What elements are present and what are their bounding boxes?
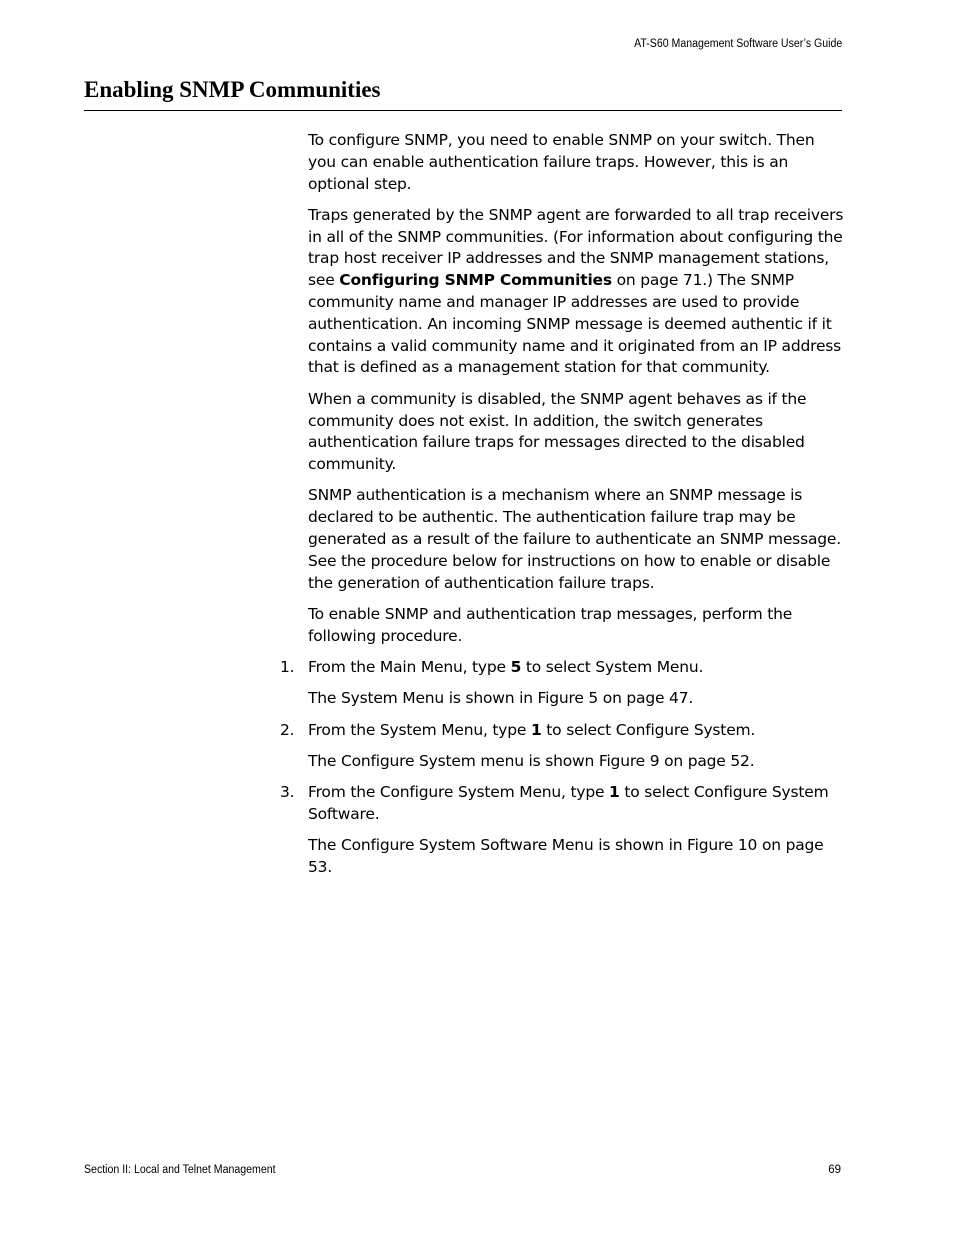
step-number: 1. [280,658,295,677]
step-note: The System Menu is shown in Figure 5 on page 47. [308,689,694,708]
paragraph-traps-text-b: on page 71.) The SNMP community name and manager IP addresses are used to provide authentication. An incoming SNMP message is deemed authentic if it contains a valid community name and it originated from an IP address that is defined as a management station for that community. [308,271,842,377]
paragraph-intro: To configure SNMP, you need to enable SNMP on your switch. Then you can enable authentication failure traps. However, this is an optional step. [308,131,815,193]
footer-section-label: Section II: Local and Telnet Management [84,1164,276,1176]
title-rule [84,110,842,111]
paragraph-traps [308,205,844,379]
procedure-step [280,720,844,773]
running-header: AT-S60 Management Software User’s Guide [633,38,842,50]
cross-reference-link[interactable]: Configuring SNMP Communities [339,271,612,290]
step-number: 2. [280,720,295,739]
step-text-post: to select Configure System. [541,720,756,739]
paragraph-procedure-intro: To enable SNMP and authentication trap messages, perform the following procedure. [308,604,793,645]
section-title: Enabling SNMP Communities [84,77,381,102]
step-text-pre: From the System Menu, type [308,720,531,739]
body-column [280,130,844,888]
step-note: The Configure System menu is shown Figure 9 on page 52. [308,751,755,770]
step-instruction [280,720,844,742]
step-number: 3. [280,783,295,802]
paragraph-authentication: SNMP authentication is a mechanism where an SNMP message is declared to be authentic. The authentication failure trap may be generated as a result of the failure to authenticate an SNMP message. See the procedure below for instructions on how to enable or disable the generation of authentication failure traps. [308,486,841,592]
step-text-pre: From the Configure System Menu, type [308,783,610,802]
paragraph-disabled-community: When a community is disabled, the SNMP agent behaves as if the community does not exist. In addition, the switch generates authentication failure traps for messages directed to the disabled community. [308,389,807,474]
procedure-step [280,657,844,710]
step-instruction [280,782,844,826]
step-instruction [280,657,844,679]
step-text-post: to select Configure System Software. [308,783,829,824]
step-key: 1 [609,783,620,802]
step-text-pre: From the Main Menu, type [308,658,511,677]
step-note: The Configure System Software Menu is shown in Figure 10 on page 53. [308,836,824,877]
procedure-step [280,782,844,879]
step-key: 5 [510,658,522,677]
paragraph-traps-text-a: Traps generated by the SNMP agent are forwarded to all trap receivers in all of the SNMP communities. (For information about configuring the trap host receiver IP addresses and the SNMP management stations, see [308,205,844,290]
step-text-post: to select System Menu. [521,658,704,677]
step-key: 1 [530,720,542,739]
page-number: 69 [828,1164,841,1176]
